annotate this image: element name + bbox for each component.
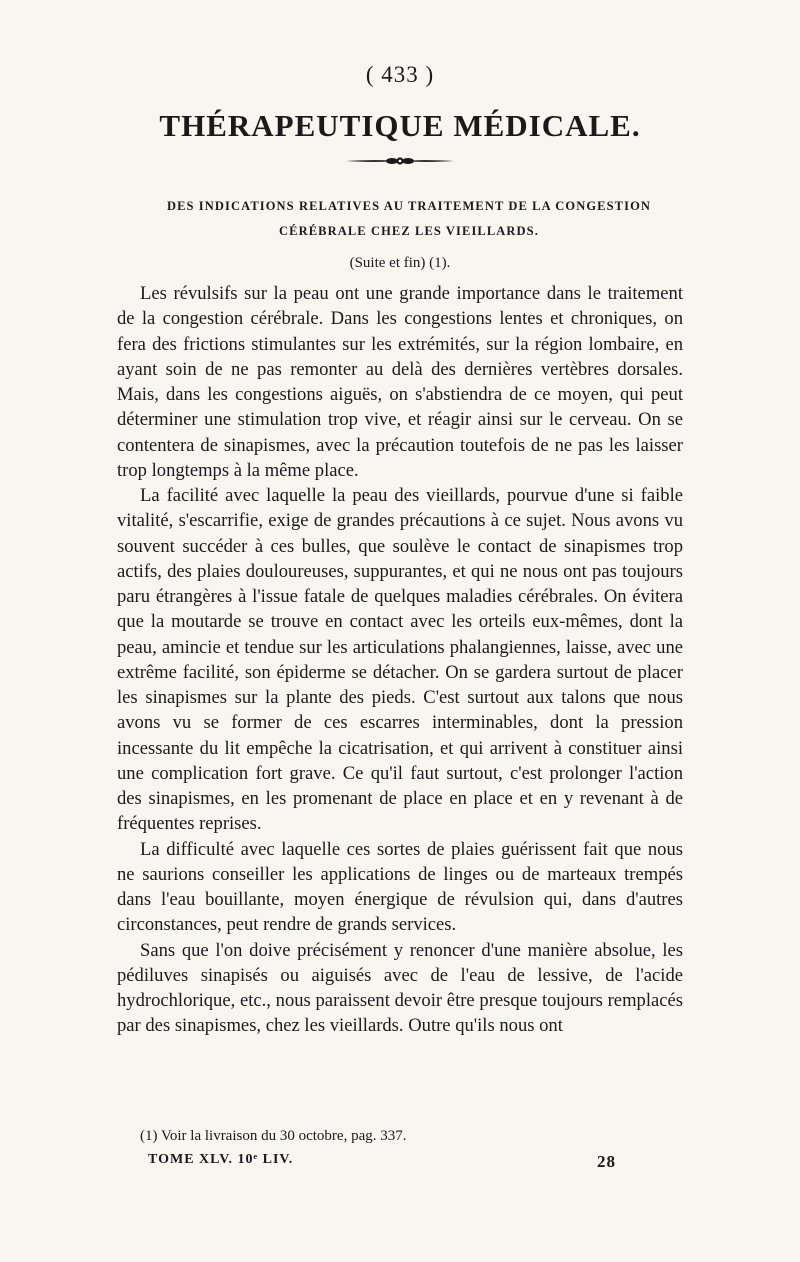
- paragraph: Les révulsifs sur la peau ont une grande importance dans le traitement de la congestion cérébrale. Dans les congestions lentes et chroniques, on fera des frictions stimulantes sur les extrémités, sur la région lombaire, en ayant soin de ne pas remonter au delà des dernières vertèbres dorsales. Mais, dans les congestions aiguës, on s'abstiendra de ce moyen, qui peut déterminer une stimulation trop vive, et réagir ainsi sur le cerveau. On se contentera de sinapismes, avec la précaution toutefois de ne pas les laisser trop longtemps à la même place.: [117, 283, 683, 481]
- ornament-rule-icon: [346, 154, 454, 168]
- article-body: [117, 281, 683, 1039]
- footnote: (1) Voir la livraison du 30 octobre, pag. 337.: [140, 1128, 407, 1144]
- sheet-number: 28: [597, 1152, 616, 1171]
- paragraph: Sans que l'on doive précisément y renoncer d'une manière absolue, les pédiluves sinapisés ou aiguisés avec de l'eau de lessive, de l'acide hydrochlorique, etc., nous paraissent devoir être presque toujours remplacés par des sinapismes, chez les vieillards. Outre qu'ils nous ont: [117, 939, 683, 1037]
- page-number: ( 433 ): [365, 62, 435, 87]
- volume-signature: TOME XLV. 10ᵉ LIV.: [148, 1152, 294, 1167]
- subtitle-line-1: DES INDICATIONS RELATIVES AU TRAITEMENT DE LA CONGESTION: [166, 199, 652, 213]
- continuation-note: (Suite et fin) (1).: [349, 255, 451, 271]
- paragraph: La difficulté avec laquelle ces sortes de plaies guérissent fait que nous ne saurions conseiller les applications de linges ou de marteaux trempés dans l'eau bouillante, moyen énergique de révulsion qui, dans d'autres circonstances, peut rendre de grands services.: [117, 838, 683, 936]
- subtitle-line-2: CÉRÉBRALE CHEZ LES VIEILLARDS.: [279, 224, 539, 238]
- section-title: THÉRAPEUTIQUE MÉDICALE.: [159, 108, 641, 143]
- article-subtitle: [118, 194, 700, 244]
- paragraph: La facilité avec laquelle la peau des vieillards, pourvue d'une si faible vitalité, s'escarrifie, exige de grandes précautions à ce sujet. Nous avons vu souvent succéder à ces bulles, que soulève le contact de sinapismes trop actifs, des plaies douloureuses, suppurantes, et qui ne nous ont pas toujours paru étrangères à l'issue fatale de quelques maladies cérébrales. On évitera que la moutarde se trouve en contact avec les orteils eux-mêmes, dont la peau, amincie et tendue sur les articulations phalangiennes, laisse, avec une extrême facilité, son épiderme se détacher. On se gardera surtout de placer les sinapismes sur la plante des pieds. C'est surtout aux talons que nous avons vu se former de ces escarres interminables, dont la pression incessante du lit empêche la cicatrisation, et qui arrivent à constituer ainsi une complication fort grave. Ce qu'il faut surtout, c'est prolonger l'action des sinapismes, en les promenant de place en place et en y revenant à de fréquentes reprises.: [117, 485, 683, 835]
